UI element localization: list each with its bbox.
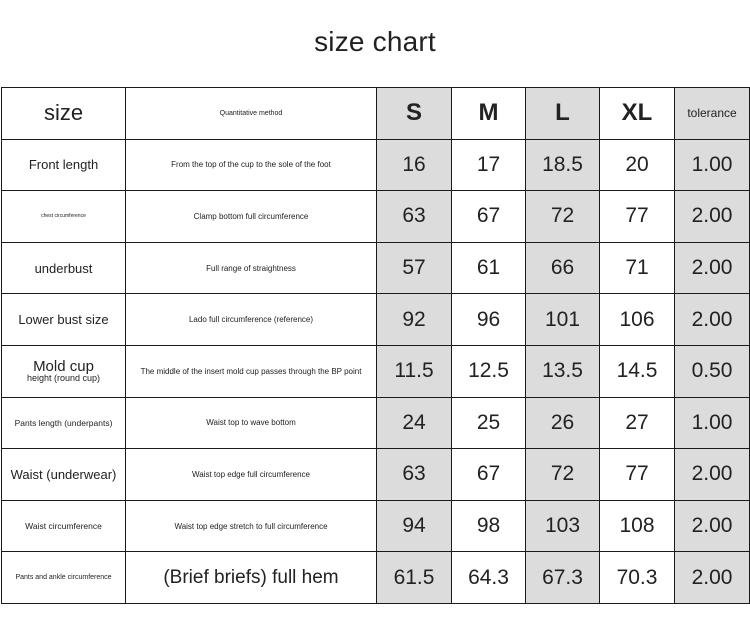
value-tolerance: 1.00 <box>675 139 750 191</box>
value-xl: 106 <box>600 294 675 346</box>
table-row <box>2 500 750 552</box>
header-size-l: L <box>526 88 600 140</box>
value-l: 18.5 <box>526 139 600 191</box>
header-tolerance: tolerance <box>675 88 750 140</box>
table-row <box>2 449 750 501</box>
value-s: 24 <box>377 397 452 449</box>
value-l: 26 <box>526 397 600 449</box>
value-xl: 71 <box>600 242 675 294</box>
row-name: Pants length (underpants) <box>2 397 126 449</box>
row-method: Waist top to wave bottom <box>126 397 377 449</box>
value-m: 64.3 <box>452 552 526 604</box>
value-m: 96 <box>452 294 526 346</box>
value-s: 94 <box>377 500 452 552</box>
row-name <box>2 345 126 397</box>
size-chart-table <box>1 87 750 604</box>
value-m: 67 <box>452 449 526 501</box>
table-row <box>2 191 750 243</box>
row-method: Lado full circumference (reference) <box>126 294 377 346</box>
value-l: 101 <box>526 294 600 346</box>
value-tolerance: 2.00 <box>675 552 750 604</box>
value-tolerance: 2.00 <box>675 191 750 243</box>
value-s: 63 <box>377 191 452 243</box>
table-row <box>2 345 750 397</box>
value-xl: 77 <box>600 191 675 243</box>
table-row <box>2 294 750 346</box>
row-method: Full range of straightness <box>126 242 377 294</box>
row-method: From the top of the cup to the sole of the foot <box>126 139 377 191</box>
value-m: 61 <box>452 242 526 294</box>
value-tolerance: 0.50 <box>675 345 750 397</box>
value-xl: 108 <box>600 500 675 552</box>
table-row <box>2 552 750 604</box>
row-method: (Brief briefs) full hem <box>126 552 377 604</box>
row-method: Waist top edge full circumference <box>126 449 377 501</box>
row-name: Lower bust size <box>2 294 126 346</box>
value-l: 67.3 <box>526 552 600 604</box>
table-row <box>2 139 750 191</box>
row-name: Waist (underwear) <box>2 449 126 501</box>
value-m: 25 <box>452 397 526 449</box>
page-title: size chart <box>314 26 436 57</box>
table-row <box>2 397 750 449</box>
value-tolerance: 2.00 <box>675 449 750 501</box>
value-l: 72 <box>526 191 600 243</box>
row-name-line1: Mold cup <box>33 357 94 375</box>
row-method: Waist top edge stretch to full circumference <box>126 500 377 552</box>
value-tolerance: 2.00 <box>675 294 750 346</box>
header-size: size <box>2 88 126 140</box>
header-size-s: S <box>377 88 452 140</box>
header-size-m: M <box>452 88 526 140</box>
value-m: 12.5 <box>452 345 526 397</box>
row-name: Pants and ankle circumference <box>2 552 126 604</box>
value-xl: 20 <box>600 139 675 191</box>
value-m: 67 <box>452 191 526 243</box>
row-name: chest circumference <box>2 191 126 243</box>
value-xl: 14.5 <box>600 345 675 397</box>
row-method: The middle of the insert mold cup passes through the BP point <box>126 345 377 397</box>
value-xl: 27 <box>600 397 675 449</box>
header-size-xl: XL <box>600 88 675 140</box>
value-m: 17 <box>452 139 526 191</box>
value-l: 103 <box>526 500 600 552</box>
value-tolerance: 2.00 <box>675 500 750 552</box>
value-s: 92 <box>377 294 452 346</box>
header-method: Quantitative method <box>126 88 377 140</box>
value-l: 13.5 <box>526 345 600 397</box>
value-s: 11.5 <box>377 345 452 397</box>
value-s: 57 <box>377 242 452 294</box>
value-xl: 77 <box>600 449 675 501</box>
value-tolerance: 2.00 <box>675 242 750 294</box>
value-s: 16 <box>377 139 452 191</box>
table-row <box>2 242 750 294</box>
value-xl: 70.3 <box>600 552 675 604</box>
row-name: Waist circumference <box>2 500 126 552</box>
value-l: 72 <box>526 449 600 501</box>
row-name-line2: height (round cup) <box>26 373 101 384</box>
row-name: underbust <box>2 242 126 294</box>
value-l: 66 <box>526 242 600 294</box>
value-s: 63 <box>377 449 452 501</box>
row-method: Clamp bottom full circumference <box>126 191 377 243</box>
value-s: 61.5 <box>377 552 452 604</box>
header-row <box>2 88 750 140</box>
row-name: Front length <box>2 139 126 191</box>
value-tolerance: 1.00 <box>675 397 750 449</box>
value-m: 98 <box>452 500 526 552</box>
